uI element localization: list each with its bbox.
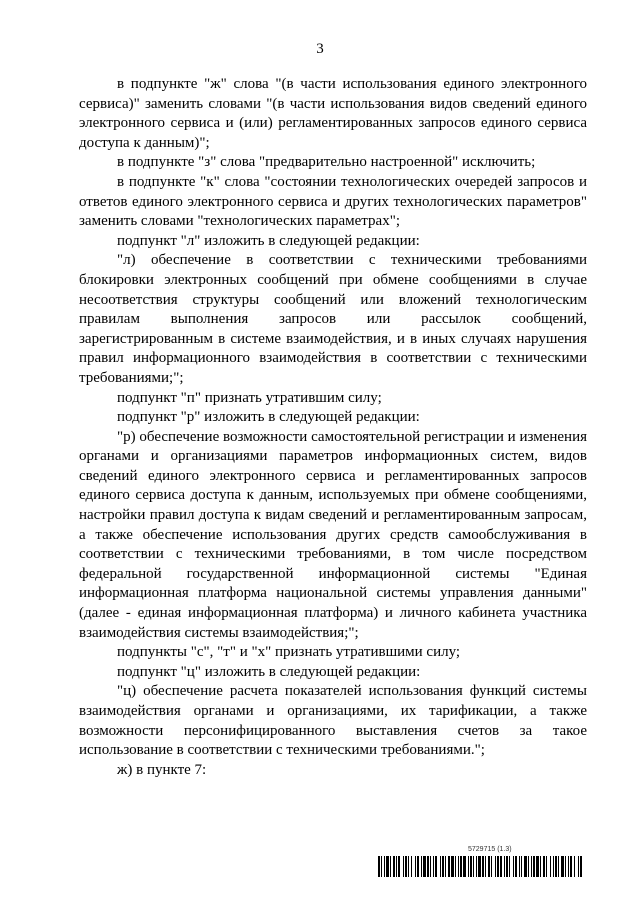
document-body xyxy=(79,75,587,780)
paragraph: "ц) обеспечение расчета показателей использования функций системы взаимодействия органами и организациями, их тарификации, а также возможности персонифицированного выставления счетов за такое использование в соответствии с техническими требованиями."; xyxy=(79,683,587,759)
page-number: 3 xyxy=(316,41,324,57)
paragraph: "р) обеспечение возможности самостоятельной регистрации и изменения органами и организациями параметров информационных систем, видов сведений единого электронного сервиса и регламентированных запросов единого сервиса доступа к данным, используемых при обмене сообщениями, настройки правил доступа к видам сведений и регламентированным запросам, а также обеспечение использования других средств самообслуживания в соответствии с техническими требованиями, в том числе посредством федеральной государственной информационной системы "Единая информационная платформа национальной системы управления данными" (далее - единая информационная платформа) и личного кабинета участника взаимодействия системы взаимодействия;"; xyxy=(79,428,587,641)
paragraph: подпункт "ц" изложить в следующей редакции: xyxy=(117,663,421,680)
barcode xyxy=(378,856,587,877)
paragraph: в подпункте "ж" слова "(в части использования единого электронного сервиса)" заменить словами "(в части использования видов сведений единого электронного сервиса и (или) регламентированных запросов единого сервиса доступа к данным)"; xyxy=(79,76,587,151)
paragraph: "л) обеспечение в соответствии с техническими требованиями блокировки электронных сообщений при обмене сообщениями в случае несоответствия структуры сообщений или вложений технологическим правилам выполнения запросов или рассылок сообщений, зарегистрированным в системе взаимодействия, и в иных случаях нарушения правил информационного взаимодействия в соответствии с техническими требованиями;"; xyxy=(79,252,587,386)
paragraph: подпункты "с", "т" и "х" признать утратившими силу; xyxy=(117,644,461,661)
paragraph: подпункт "р" изложить в следующей редакции: xyxy=(117,409,420,426)
paragraph: в подпункте "з" слова "предварительно настроенной" исключить; xyxy=(117,154,536,171)
paragraph: подпункт "л" изложить в следующей редакции: xyxy=(117,232,420,249)
paragraph: подпункт "п" признать утратившим силу; xyxy=(117,389,382,406)
paragraph: ж) в пункте 7: xyxy=(117,761,207,778)
paragraph: в подпункте "к" слова "состоянии технологических очередей запросов и ответов единого электронного сервиса и других технологических параметров" заменить словами "технологических параметрах"; xyxy=(79,173,587,230)
document-code: 5729715 (1.3) xyxy=(468,846,512,853)
